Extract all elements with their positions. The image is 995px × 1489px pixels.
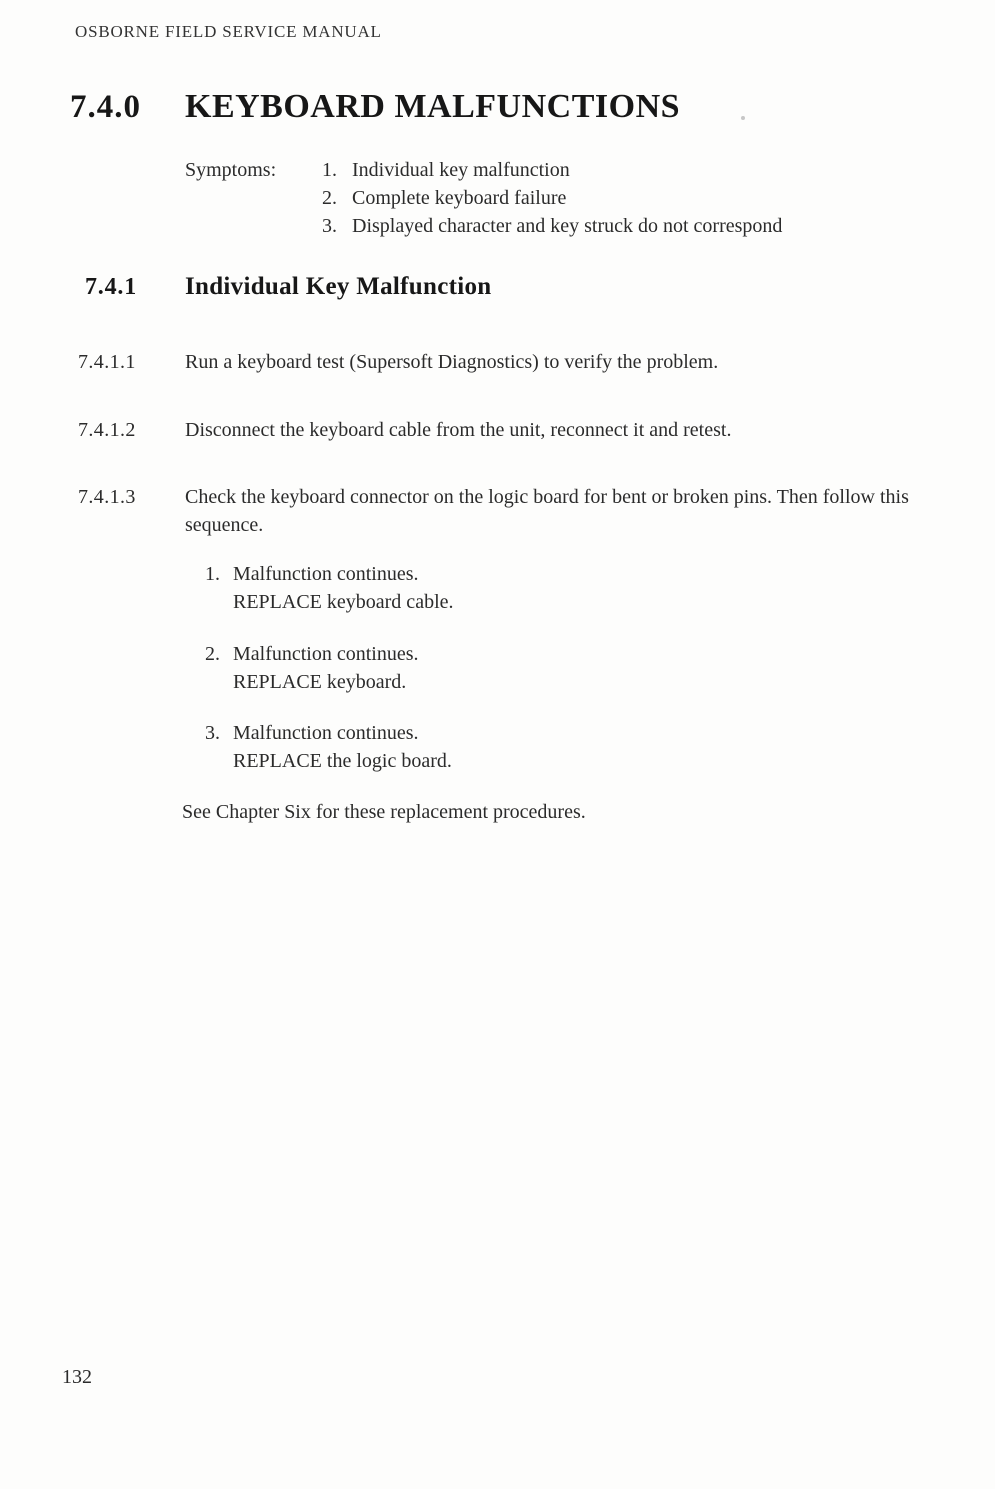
symptom-text: Individual key malfunction <box>352 159 570 181</box>
sequence-step-text <box>233 560 454 616</box>
symptom-number: 2. <box>322 187 337 209</box>
subsection-number: 7.4.1 <box>85 274 137 300</box>
running-header: OSBORNE FIELD SERVICE MANUAL <box>75 22 382 41</box>
sequence-step-text <box>233 719 452 775</box>
sequence-step-line2: REPLACE keyboard. <box>233 671 407 693</box>
procedure-text: Run a keyboard test (Supersoft Diagnostics) to verify the problem. <box>185 351 719 373</box>
section-heading <box>70 88 680 126</box>
procedure-text: Disconnect the keyboard cable from the unit, reconnect it and retest. <box>185 419 732 441</box>
procedure-item <box>78 348 957 376</box>
sequence-step-line2: REPLACE keyboard cable. <box>233 591 454 613</box>
procedure-number: 7.4.1.2 <box>78 419 136 441</box>
sequence-step-number: 1. <box>205 563 220 585</box>
symptoms-label: Symptoms: <box>185 159 277 181</box>
sequence-step-number: 2. <box>205 643 220 665</box>
procedure-text: Check the keyboard connector on the logic board for bent or broken pins. Then follow this sequence. <box>185 486 909 536</box>
subsection-title: Individual Key Malfunction <box>185 273 492 300</box>
symptom-item <box>322 212 782 240</box>
sequence-step-number: 3. <box>205 722 220 744</box>
sequence-step <box>205 640 419 696</box>
procedure-item <box>78 483 957 539</box>
section-number: 7.4.0 <box>70 89 141 125</box>
symptom-number: 3. <box>322 215 337 237</box>
symptoms-block <box>185 156 782 240</box>
symptoms-list <box>322 156 782 240</box>
subsection-heading <box>85 273 491 301</box>
sequence-step-line1: Malfunction continues. <box>233 563 419 585</box>
sequence-step-text <box>233 640 419 696</box>
sequence-step-line1: Malfunction continues. <box>233 722 419 744</box>
page-number: 132 <box>62 1366 92 1388</box>
symptom-number: 1. <box>322 159 337 181</box>
sequence-step <box>205 560 454 616</box>
section-title: KEYBOARD MALFUNCTIONS <box>185 88 681 125</box>
procedure-item <box>78 416 957 444</box>
procedure-number: 7.4.1.3 <box>78 486 136 508</box>
procedure-number: 7.4.1.1 <box>78 351 136 373</box>
symptom-item <box>322 156 782 184</box>
sequence-step-line1: Malfunction continues. <box>233 643 419 665</box>
sequence-step-line2: REPLACE the logic board. <box>233 750 452 772</box>
symptom-text: Complete keyboard failure <box>352 187 567 209</box>
symptom-item <box>322 184 782 212</box>
scan-artifact-dot <box>741 116 745 120</box>
closing-note: See Chapter Six for these replacement procedures. <box>182 801 586 823</box>
symptom-text: Displayed character and key struck do not correspond <box>352 215 783 237</box>
sequence-step <box>205 719 452 775</box>
